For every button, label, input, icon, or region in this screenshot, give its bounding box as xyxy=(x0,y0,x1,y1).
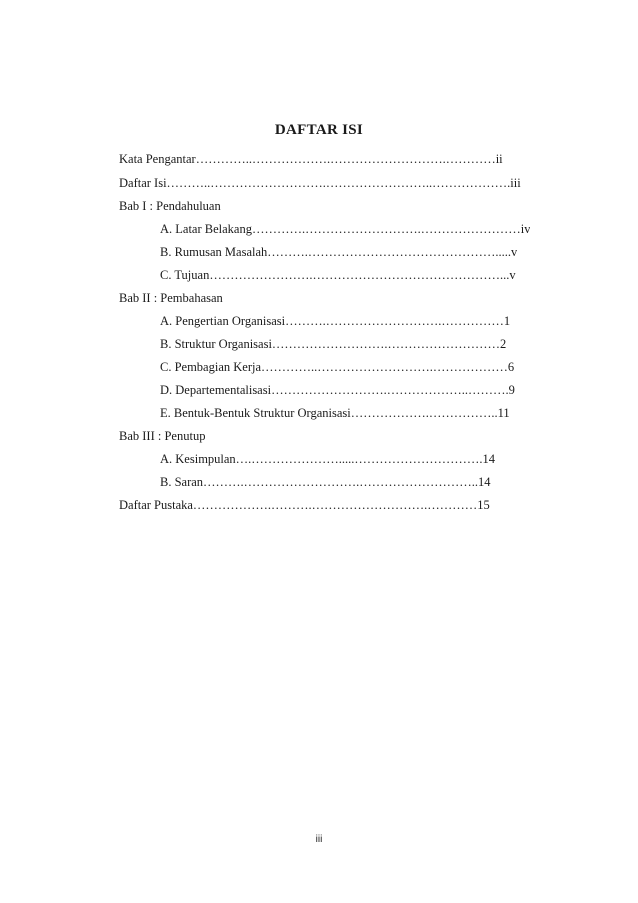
toc-entry-kesimpulan: A. Kesimpulan….………………….....………………………….14 xyxy=(160,452,496,466)
toc-entry-rumusan-masalah: B. Rumusan Masalah……….……………………………………….....v xyxy=(160,245,518,259)
toc-entry-daftar-isi: Daftar Isi………..……………………….……………………..……………….iii xyxy=(119,176,521,190)
toc-chapter-1-heading: Bab I : Pendahuluan xyxy=(119,199,221,213)
toc-entry-struktur-organisasi: B. Struktur Organisasi……………………….………………………2 xyxy=(160,337,507,351)
toc-entry-departementalisasi: D. Departementalisasi……………………….………………..……….9 xyxy=(160,383,515,397)
toc-entry-saran: B. Saran……….……………………….………………………..14 xyxy=(160,475,491,489)
page-number: iii xyxy=(315,834,323,845)
toc-entry-tujuan: C. Tujuan…………………….………………………………………...v xyxy=(160,268,516,282)
toc-chapter-2-heading: Bab II : Pembahasan xyxy=(119,291,223,305)
toc-entry-latar-belakang: A. Latar Belakang………….……………………….……………………iv xyxy=(160,222,531,236)
toc-entry-bentuk-struktur: E. Bentuk-Bentuk Struktur Organisasi……………….……………..11 xyxy=(160,406,510,420)
toc-entry-kata-pengantar: Kata Pengantar…………..……………….……………………….…………ii xyxy=(119,152,503,166)
toc-entry-pengertian-organisasi: A. Pengertian Organisasi……….……………………….……………1 xyxy=(160,314,511,328)
toc-chapter-3-heading: Bab III : Penutup xyxy=(119,429,206,443)
toc-entry-pembagian-kerja: C. Pembagian Kerja…………..……………………….………………6 xyxy=(160,360,515,374)
page-title: DAFTAR ISI xyxy=(274,122,364,138)
toc-entry-daftar-pustaka: Daftar Pustaka……………….……….……………………….…………15 xyxy=(119,498,490,512)
